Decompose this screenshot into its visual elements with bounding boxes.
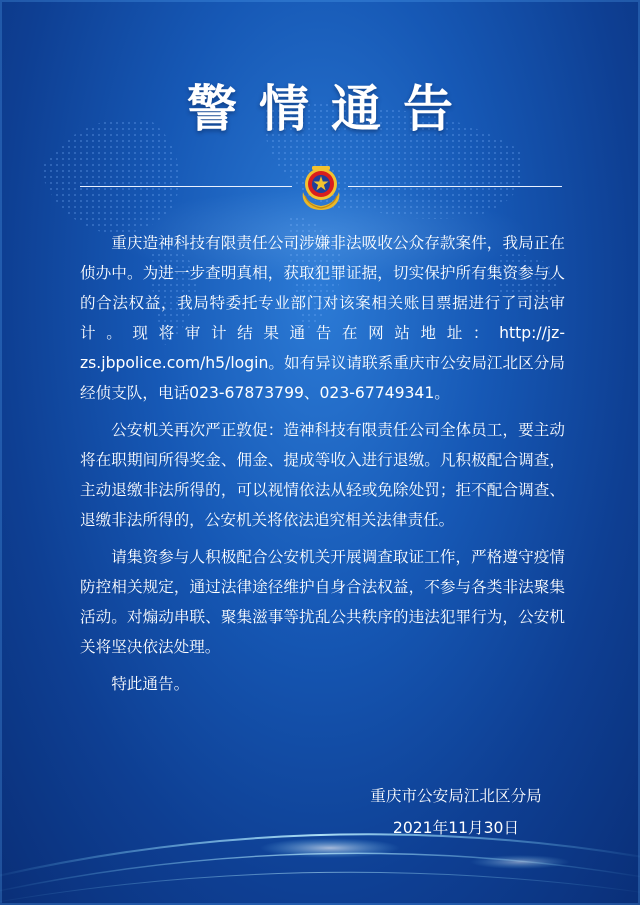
title-divider-right [348, 186, 562, 187]
notice-body [80, 228, 565, 706]
notice-title: 警情通告 [187, 80, 475, 138]
notice-paragraph: 公安机关再次严正敦促：造神科技有限责任公司全体员工，要主动将在职期间所得奖金、佣金、提成等收入进行退缴。凡积极配合调查，主动退缴非法所得的，可以视情依法从轻或免除处罚；拒不配合调查、退缴非法所得的，公安机关将依法追究相关法律责任。 [80, 421, 565, 529]
notice-paragraph: 重庆造神科技有限责任公司涉嫌非法吸收公众存款案件，我局正在侦办中。为进一步查明真相，获取犯罪证据，切实保护所有集资参与人的合法权益，我局特委托专业部门对该案相关账目票据进行了司法审计。现将审计结果通告在网站地址：http://jz-zs.jbpolice.com/h5/login。如有异议请联系重庆市公安局江北区分局经侦支队，电话023-67873799、023-67749341。 [80, 234, 565, 402]
title-divider-left [80, 186, 292, 187]
police-emblem-icon [299, 162, 343, 212]
notice-signature [336, 780, 576, 844]
notice-paragraph: 请集资参与人积极配合公安机关开展调查取证工作，严格遵守疫情防控相关规定，通过法律途径维护自身合法权益，不参与各类非法聚集活动。对煽动串联、聚集滋事等扰乱公共秩序的违法犯罪行为，公安机关将坚决依法处理。 [80, 548, 565, 656]
notice-closing: 特此通告。 [111, 675, 190, 693]
issue-date: 2021年11月30日 [392, 819, 520, 837]
issuer-name: 重庆市公安局江北区分局 [370, 787, 542, 805]
